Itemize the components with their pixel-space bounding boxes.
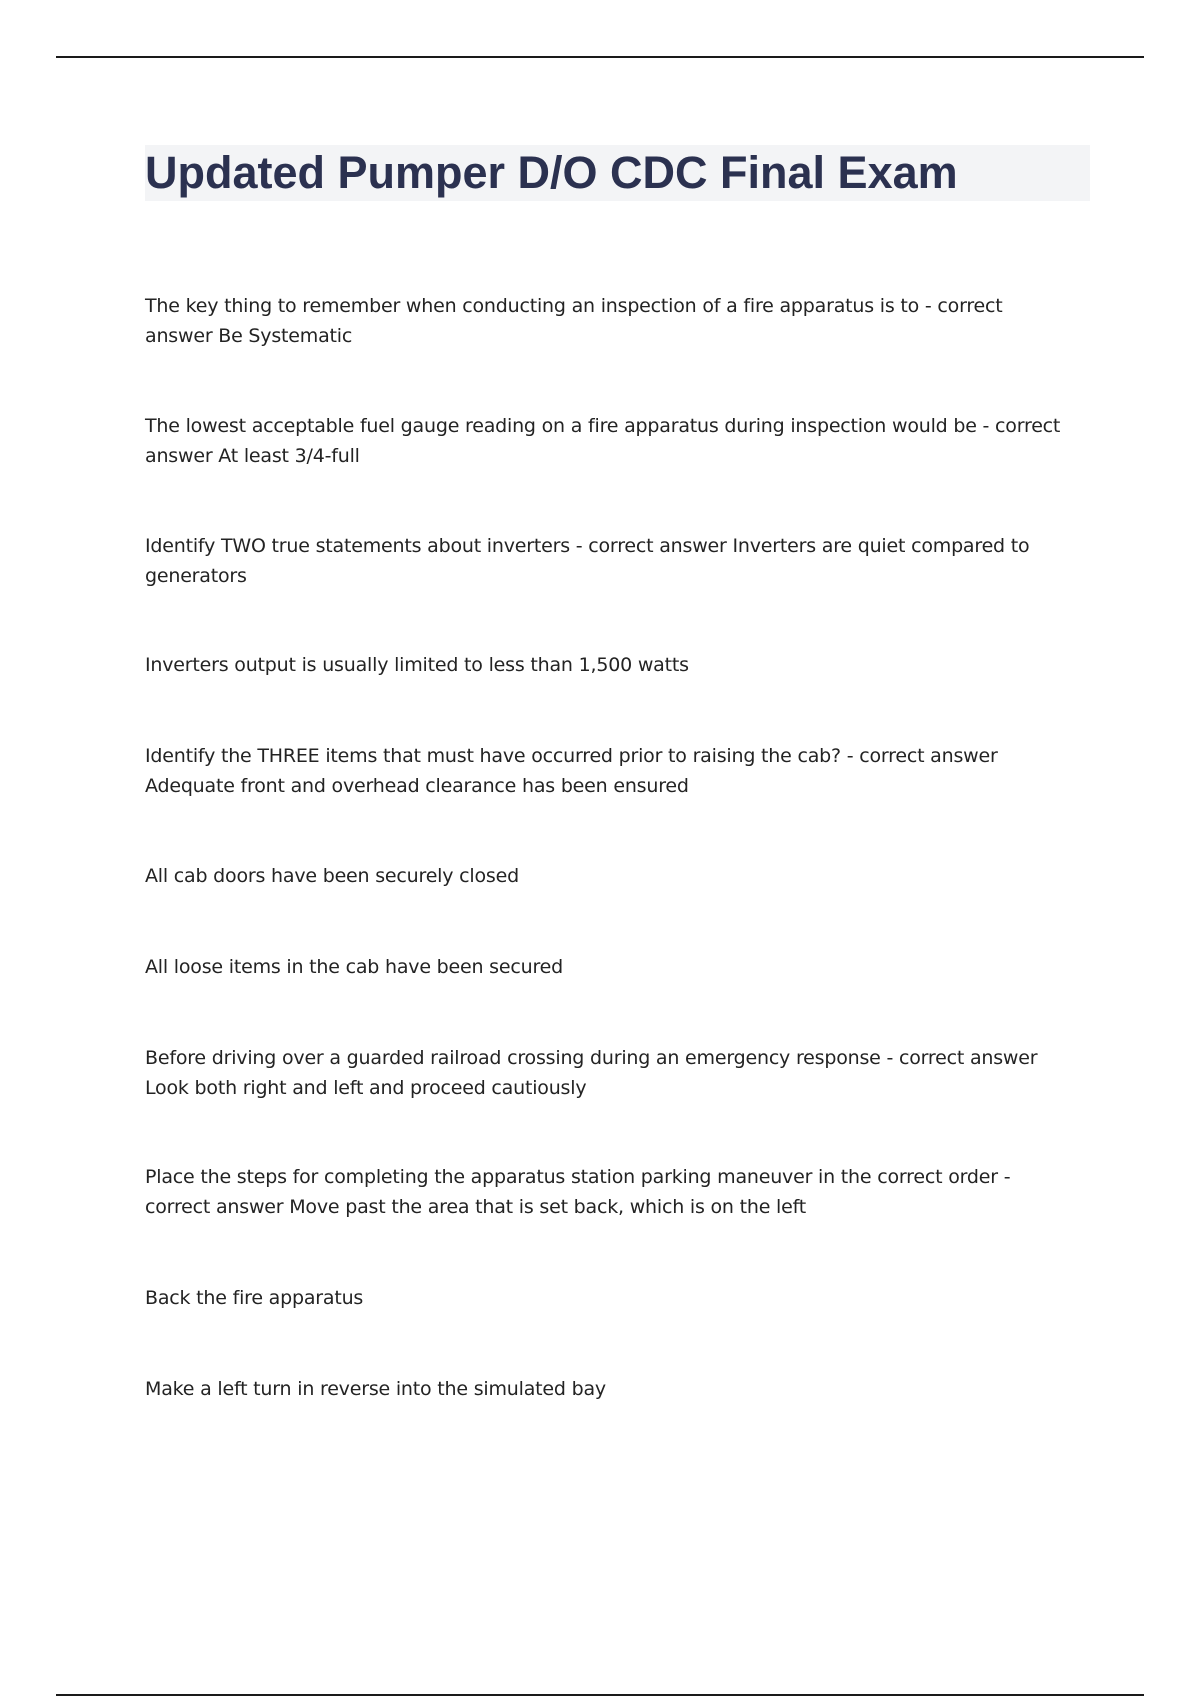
- question-entry: The lowest acceptable fuel gauge reading on a fire apparatus during inspection would be - correct answer At least 3/4-full: [145, 415, 1061, 467]
- question-entry: All cab doors have been securely closed: [145, 865, 519, 887]
- question-entry: Place the steps for completing the apparatus station parking maneuver in the correct order - correct answer Move past the area that is set back, which is on the left: [145, 1166, 1011, 1218]
- question-entry: Identify TWO true statements about inverters - correct answer Inverters are quiet compared to generators: [145, 535, 1030, 587]
- document-title: Updated Pumper D/O CDC Final Exam: [145, 147, 958, 198]
- question-entry: Make a left turn in reverse into the simulated bay: [145, 1378, 606, 1400]
- question-entry: The key thing to remember when conducting an inspection of a fire apparatus is to - correct answer Be Systematic: [145, 295, 1003, 347]
- question-entry: All loose items in the cab have been secured: [145, 956, 563, 978]
- question-entry: Back the fire apparatus: [145, 1287, 364, 1309]
- question-entry: Identify the THREE items that must have occurred prior to raising the cab? - correct answer Adequate front and overhead clearance has been ensured: [145, 745, 998, 797]
- bottom-rule: [56, 1694, 1144, 1696]
- top-rule: [56, 56, 1144, 58]
- question-entry: Before driving over a guarded railroad crossing during an emergency response - correct answer Look both right and left and proceed cautiously: [145, 1047, 1038, 1099]
- question-entry: Inverters output is usually limited to less than 1,500 watts: [145, 654, 689, 676]
